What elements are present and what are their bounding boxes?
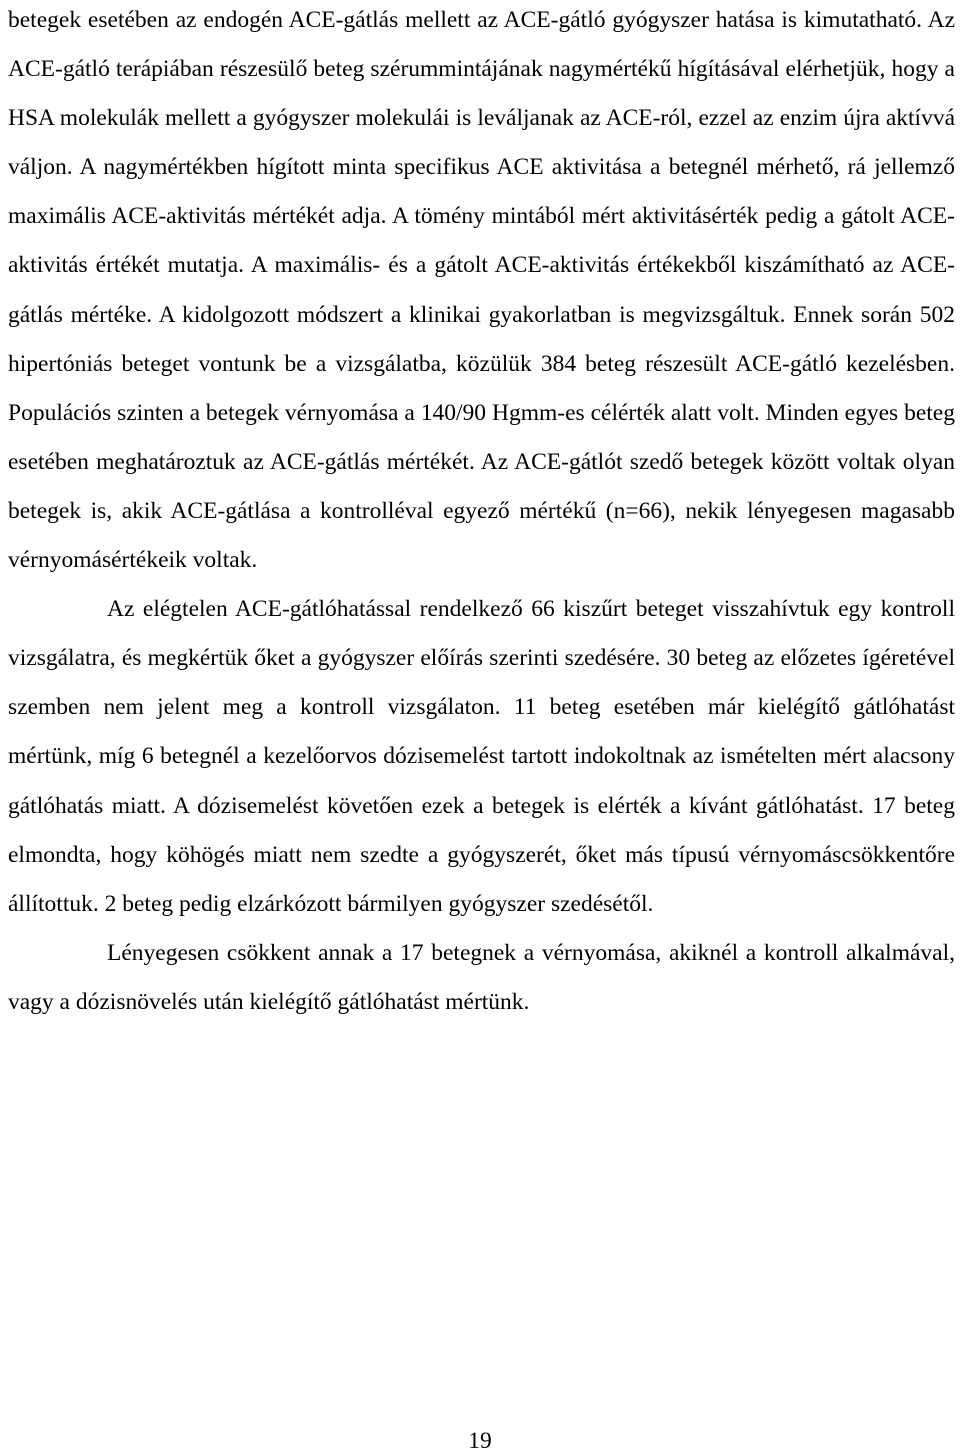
page-number: 19: [468, 1428, 492, 1454]
paragraph-3: Lényegesen csökkent annak a 17 betegnek a vérnyomása, akiknél a kontroll alkalmával, vagy a dózisnövelés után kielégítő gátlóhatást mértünk.: [8, 939, 955, 1015]
paragraph-2: Az elégtelen ACE-gátlóhatással rendelkező 66 kiszűrt beteget visszahívtuk egy kontroll vizsgálatra, és megkértük őket a gyógyszer előírás szerinti szedésére. 30 beteg az előzetes ígéretével szemben nem jelent meg a kontroll vizsgálaton. 11 beteg esetében már kielégítő gátlóhatást mértünk, míg 6 betegnél a kezelőorvos dózisemelést tartott indokoltnak az ismételten mért alacsony gátlóhatás miatt. A dózisemelést követően ezek a betegek is elérték a kívánt gátlóhatást. 17 beteg elmondta, hogy köhögés miatt nem szedte a gyógyszerét, őket más típusú vérnyomáscsökkentőre állítottuk. 2 beteg pedig elzárkózott bármilyen gyógyszer szedésétől.: [8, 596, 955, 917]
paragraph-1: betegek esetében az endogén ACE-gátlás mellett az ACE-gátló gyógyszer hatása is kimutatható. Az ACE-gátló terápiában részesülő beteg szérummintájának nagymértékű hígításával elérhetjük, hogy a HSA molekulák mellett a gyógyszer molekulái is leváljanak az ACE-ról, ezzel az enzim újra aktívvá váljon. A nagymértékben hígított minta specifikus ACE aktivitása a betegnél mérhető, rá jellemző maximális ACE-aktivitás mértékét adja. A tömény mintából mért aktivitásérték pedig a gátolt ACE-aktivitás értékét mutatja. A maximális- és a gátolt ACE-aktivitás értékekből kiszámítható az ACE-gátlás mértéke. A kidolgozott módszert a klinikai gyakorlatban is megvizsgáltuk. Ennek során 502 hipertóniás beteget vontunk be a vizsgálatba, közülük 384 beteg részesült ACE-gátló kezelésben. Populációs szinten a betegek vérnyomása a 140/90 Hgmm-es célérték alatt volt. Minden egyes beteg esetében meghatároztuk az ACE-gátlás mértékét. Az ACE-gátlót szedő betegek között voltak olyan betegek is, akik ACE-gátlása a kontrolléval egyező mértékű (n=66), nekik lényegesen magasabb vérnyomásértékeik voltak.: [8, 7, 955, 574]
document-page: [8, 0, 955, 1027]
